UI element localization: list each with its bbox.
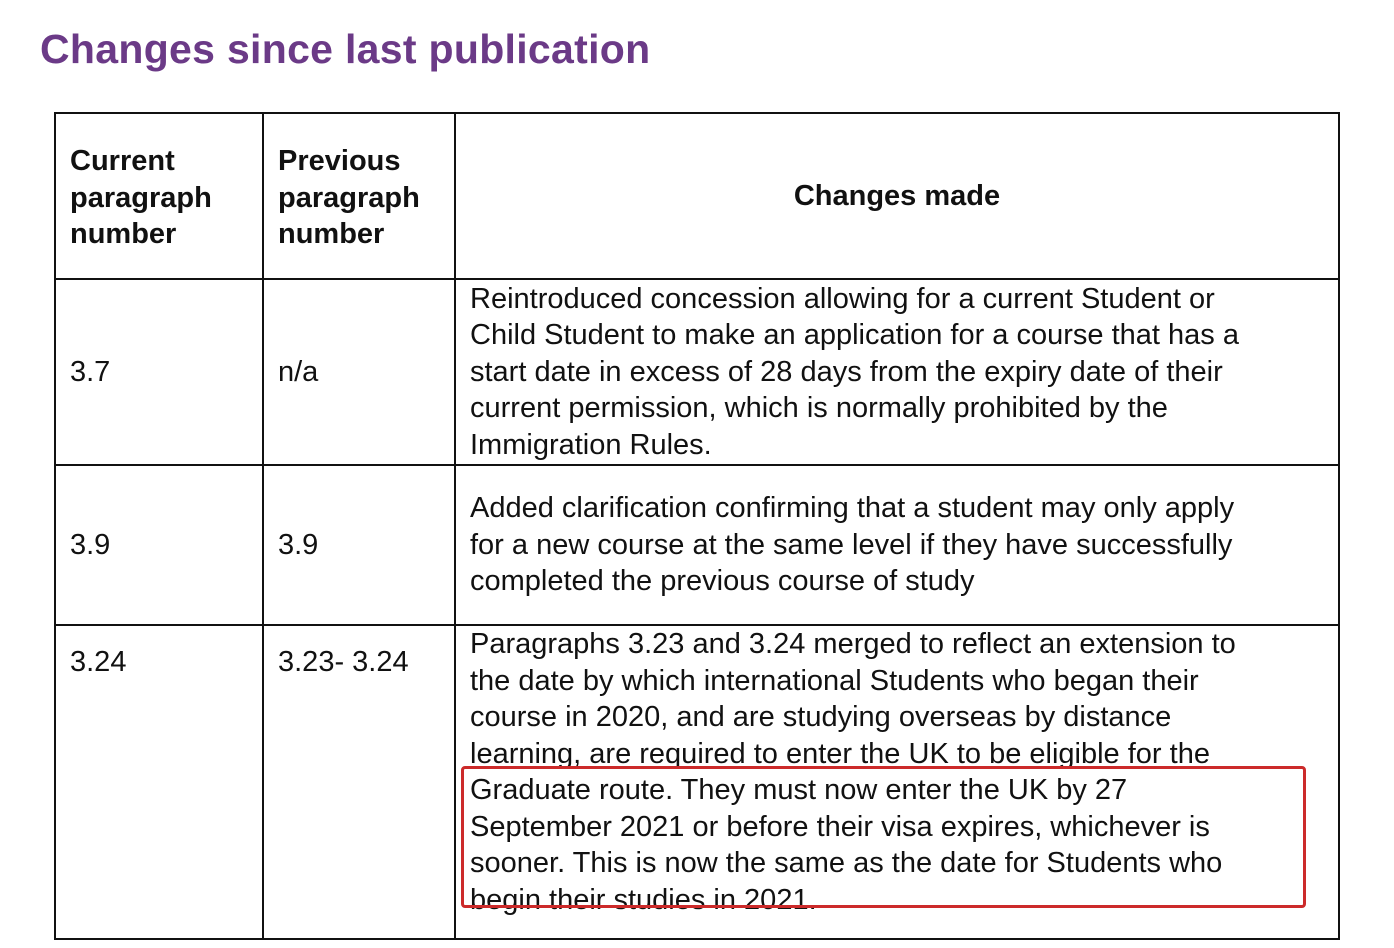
changes-table — [54, 112, 1340, 940]
header-line: number — [278, 218, 385, 251]
header-current-paragraph-number — [55, 113, 263, 279]
description-line: sooner. This is now the same as the date for Students who — [470, 847, 1223, 879]
description-line: the date by which international Students who began their — [470, 664, 1199, 697]
cell-changes-made — [455, 279, 1339, 465]
description-line: September 2021 or before their visa expires, whichever is — [470, 810, 1210, 843]
table-header-row — [55, 113, 1339, 279]
cell-current-paragraph: 3.24 — [55, 625, 263, 939]
table-row — [55, 279, 1339, 465]
header-line: paragraph — [70, 181, 212, 214]
header-line: Current — [70, 145, 175, 178]
description-line: for a new course at the same level if they have successfully — [470, 528, 1233, 561]
description-line: course in 2020, and are studying overseas by distance — [470, 701, 1172, 733]
description-line: Immigration Rules. — [470, 428, 712, 461]
description-line: completed the previous course of study — [470, 565, 975, 598]
cell-previous-paragraph: 3.9 — [263, 465, 455, 625]
header-line: paragraph — [278, 181, 420, 214]
description-line: Added clarification confirming that a student may only apply — [470, 492, 1235, 525]
description-line: Graduate route. They must now enter the UK by 27 — [470, 774, 1128, 806]
description-line: Reintroduced concession allowing for a current Student or — [470, 282, 1215, 315]
header-line: Previous — [278, 145, 401, 178]
description-line: begin their studies in 2021. — [470, 883, 817, 916]
header-changes-made: Changes made — [455, 113, 1339, 279]
page-title: Changes since last publication — [40, 26, 651, 72]
cell-changes-made — [455, 625, 1339, 939]
description-line: start date in excess of 28 days from the expiry date of their — [470, 355, 1223, 388]
description-line: current permission, which is normally prohibited by the — [470, 392, 1168, 425]
cell-previous-paragraph: 3.23- 3.24 — [263, 625, 455, 939]
cell-previous-paragraph: n/a — [263, 279, 455, 465]
cell-current-paragraph: 3.9 — [55, 465, 263, 625]
description-line: Child Student to make an application for a course that has a — [470, 319, 1239, 352]
description-line: learning, are required to enter the UK to be eligible for the — [470, 737, 1210, 770]
cell-current-paragraph: 3.7 — [55, 279, 263, 465]
header-line: number — [70, 218, 177, 251]
table-row — [55, 465, 1339, 625]
cell-changes-made — [455, 465, 1339, 625]
header-previous-paragraph-number — [263, 113, 455, 279]
description-line: Paragraphs 3.23 and 3.24 merged to reflect an extension to — [470, 628, 1236, 660]
table-row — [55, 625, 1339, 939]
